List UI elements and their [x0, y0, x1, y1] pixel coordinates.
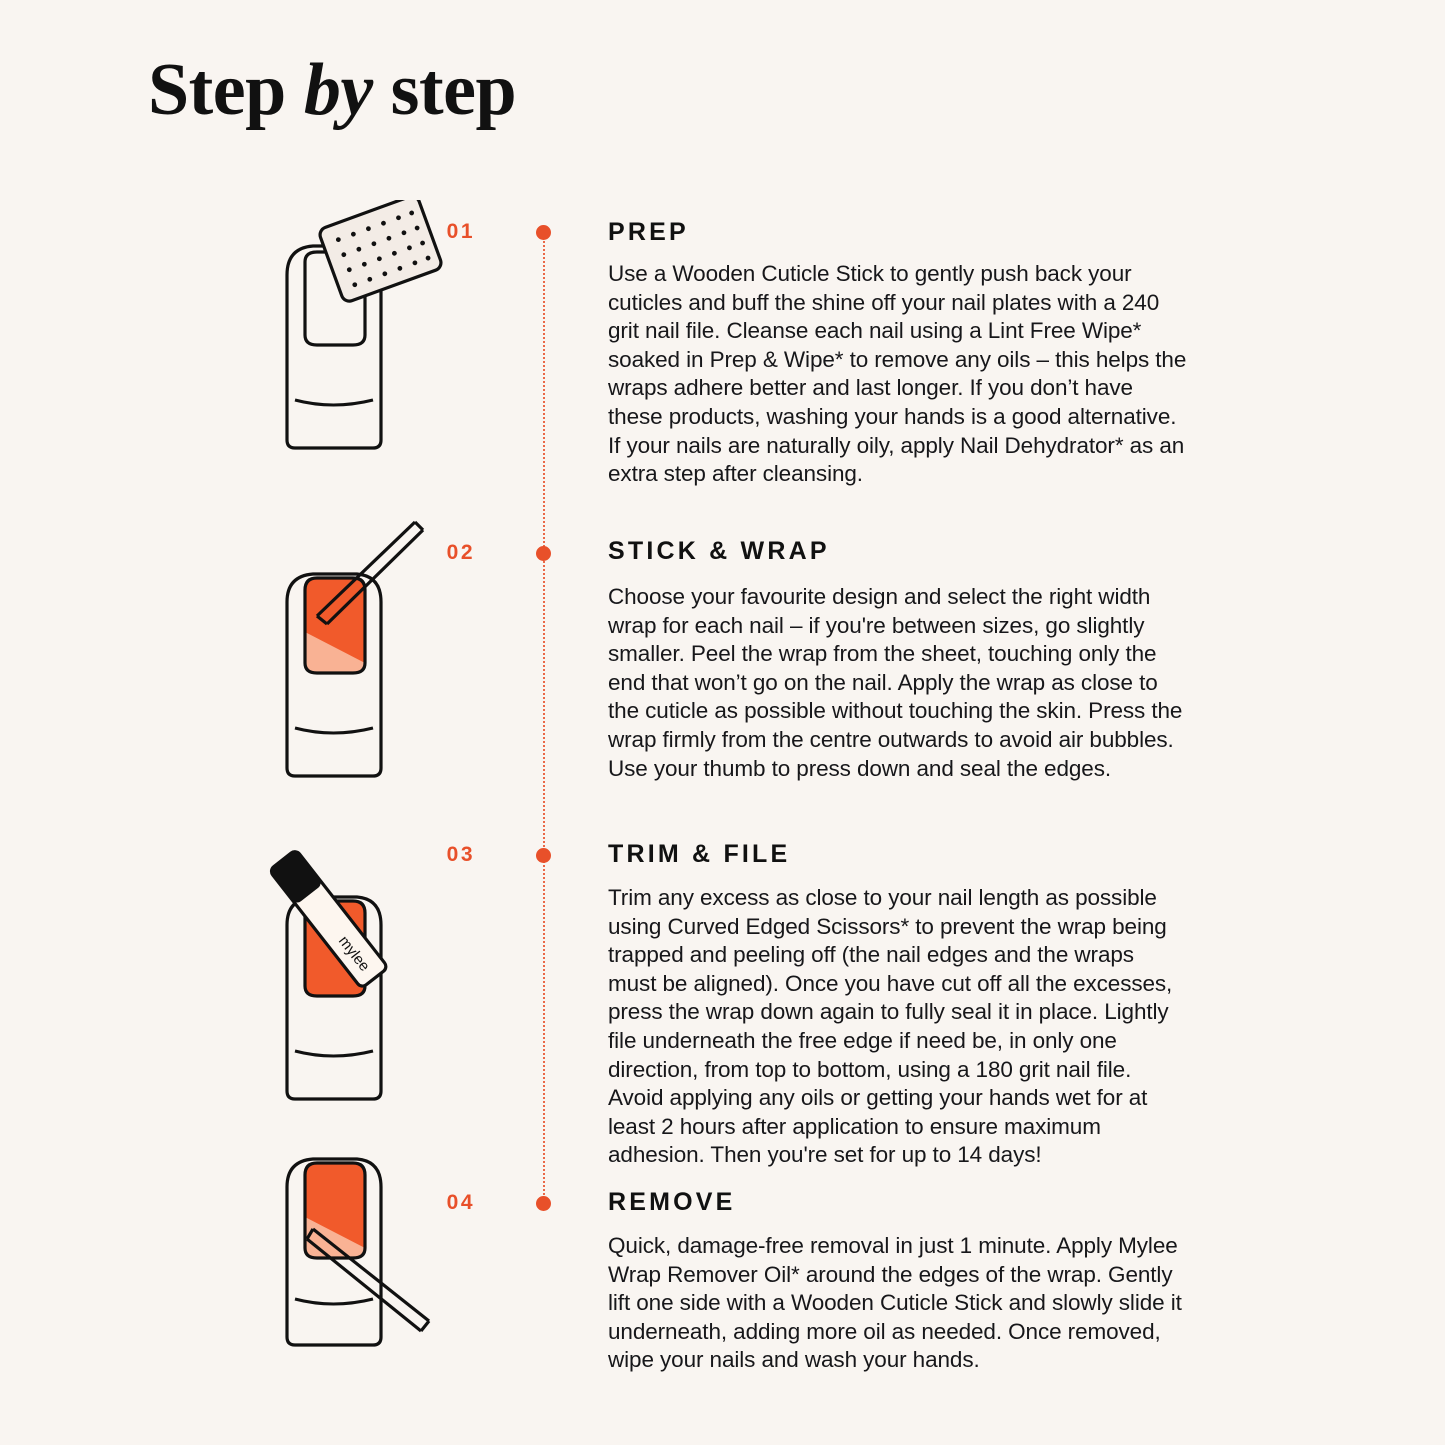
timeline-dot [536, 546, 551, 561]
finger-with-remover-stick-icon [265, 1125, 455, 1365]
step-title: STICK & WRAP [608, 537, 830, 565]
file-brand-label: mylee [334, 932, 373, 975]
page-title [148, 48, 516, 133]
step-body: Trim any excess as close to your nail length as possible using Curved Edged Scissors* to prevent the wrap being trapped and peeling off (the nail edges and the wraps must be aligned). Once you have cut off all the excesses, press the wrap down again to fully seal it in place. Lightly file underneath the free edge if need be, in only one direction, from top to bottom, using a 180 grit nail file. Avoid applying any oils or getting your hands wet for at least 2 hours after application to ensure maximum adhesion. Then you're set for up to 14 days! [608, 885, 1173, 1168]
step-body: Choose your favourite design and select the right width wrap for each nail – if you're between sizes, go slightly smaller. Peel the wrap from the sheet, touching only the end that won’t go on the nail. Apply the wrap as close to the cuticle as possible without touching the skin. Press the wrap firmly from the centre outwards to avoid air bubbles. Use your thumb to press down and seal the edges. [608, 584, 1183, 781]
finger-with-cuticle-stick-icon [265, 520, 445, 780]
timeline-dot [536, 225, 551, 240]
timeline-dot [536, 848, 551, 863]
page-title-part1: Step [148, 49, 304, 131]
page-title-part2: step [372, 49, 517, 131]
step-body: Quick, damage-free removal in just 1 minute. Apply Mylee Wrap Remover Oil* around the edges of the wrap. Gently lift one side with a Wooden Cuticle Stick and slowly slide it underneath, adding more oil as needed. Once removed, wipe your nails and wash your hands. [608, 1233, 1182, 1373]
finger-with-buffer-pad-icon [265, 200, 445, 450]
step-number: 04 [446, 1191, 475, 1214]
timeline-dotted-line [543, 232, 547, 1207]
step-title: PREP [608, 218, 689, 246]
step-number: 02 [446, 541, 475, 564]
step-title: TRIM & FILE [608, 840, 791, 868]
timeline-dot [536, 1196, 551, 1211]
step-body: Use a Wooden Cuticle Stick to gently push back your cuticles and buff the shine off your nail plates with a 240 grit nail file. Cleanse each nail using a Lint Free Wipe* soaked in Prep & Wipe* to remove any oils – this helps the wraps adhere better and last longer. If you don’t have these products, washing your hands is a good alternative. If your nails are naturally oily, apply Nail Dehydrator* as an extra step after cleansing. [608, 261, 1187, 487]
step-number: 03 [446, 843, 475, 866]
step-title: REMOVE [608, 1188, 736, 1216]
page-title-emphasis: by [303, 49, 373, 131]
finger-with-nail-file-icon [265, 835, 445, 1105]
step-number: 01 [446, 220, 475, 243]
